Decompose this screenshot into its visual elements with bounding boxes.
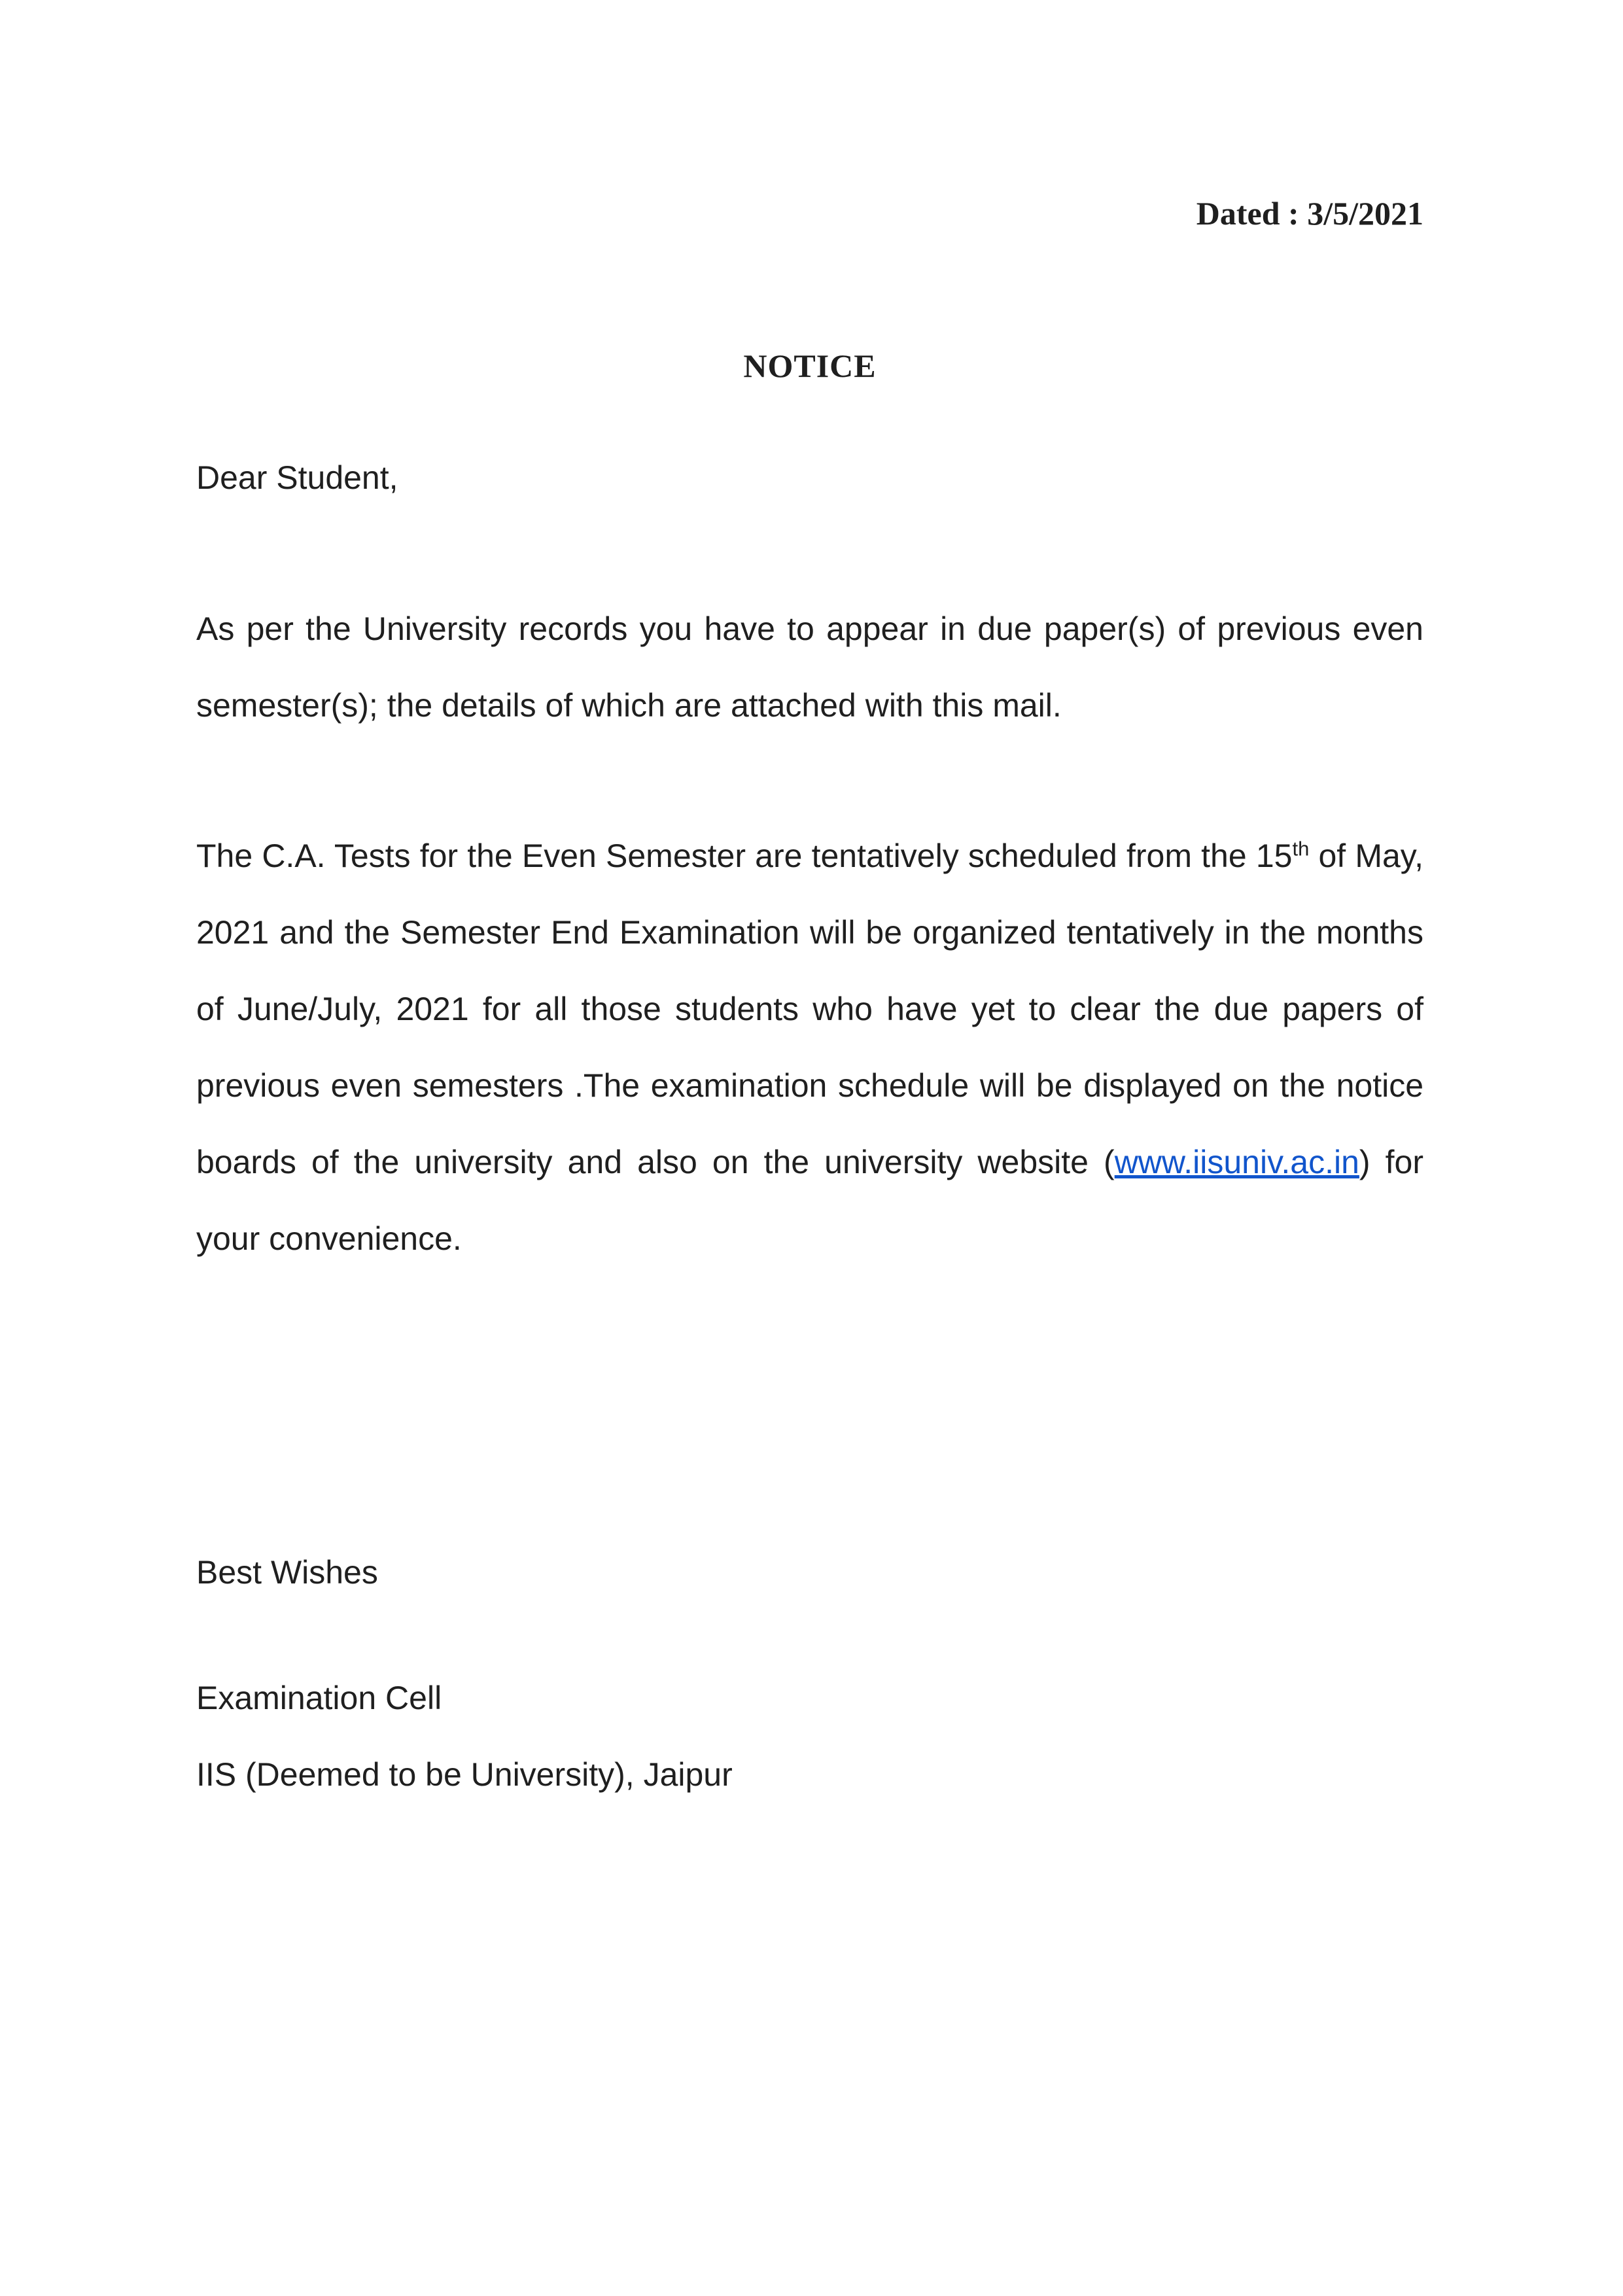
schedule-text-after-superscript: of May, 2021 and the Semester End Examination will be organized tentatively in the months of June/July, 2021 for all those students who have yet to clear the due papers of previous even semesters .The examination schedule will be displayed on the notice boards of the university and also on the university website ( — [196, 837, 1423, 1180]
date-line: Dated : 3/5/2021 — [1196, 195, 1423, 232]
page-title: NOTICE — [743, 347, 877, 384]
schedule-text-before-superscript: The C.A. Tests for the Even Semester are tentatively scheduled from the 15 — [196, 837, 1293, 874]
paragraph-due-papers: As per the University records you have to appear in due paper(s) of previous even semester(s); the details of which are attached with this mail. — [196, 610, 1423, 724]
paragraph-exam-schedule — [196, 818, 1423, 1277]
schedule-text-after-link: ) for your convenience. — [196, 1143, 1423, 1257]
signature-university: IIS (Deemed to be University), Jaipur — [196, 1756, 733, 1793]
ordinal-superscript: th — [1292, 836, 1310, 860]
closing-wishes: Best Wishes — [196, 1553, 378, 1591]
signature-block — [196, 1660, 1423, 1813]
university-website-link[interactable]: www.iisuniv.ac.in — [1114, 1143, 1359, 1180]
signature-department: Examination Cell — [196, 1679, 442, 1716]
salutation: Dear Student, — [196, 459, 398, 496]
